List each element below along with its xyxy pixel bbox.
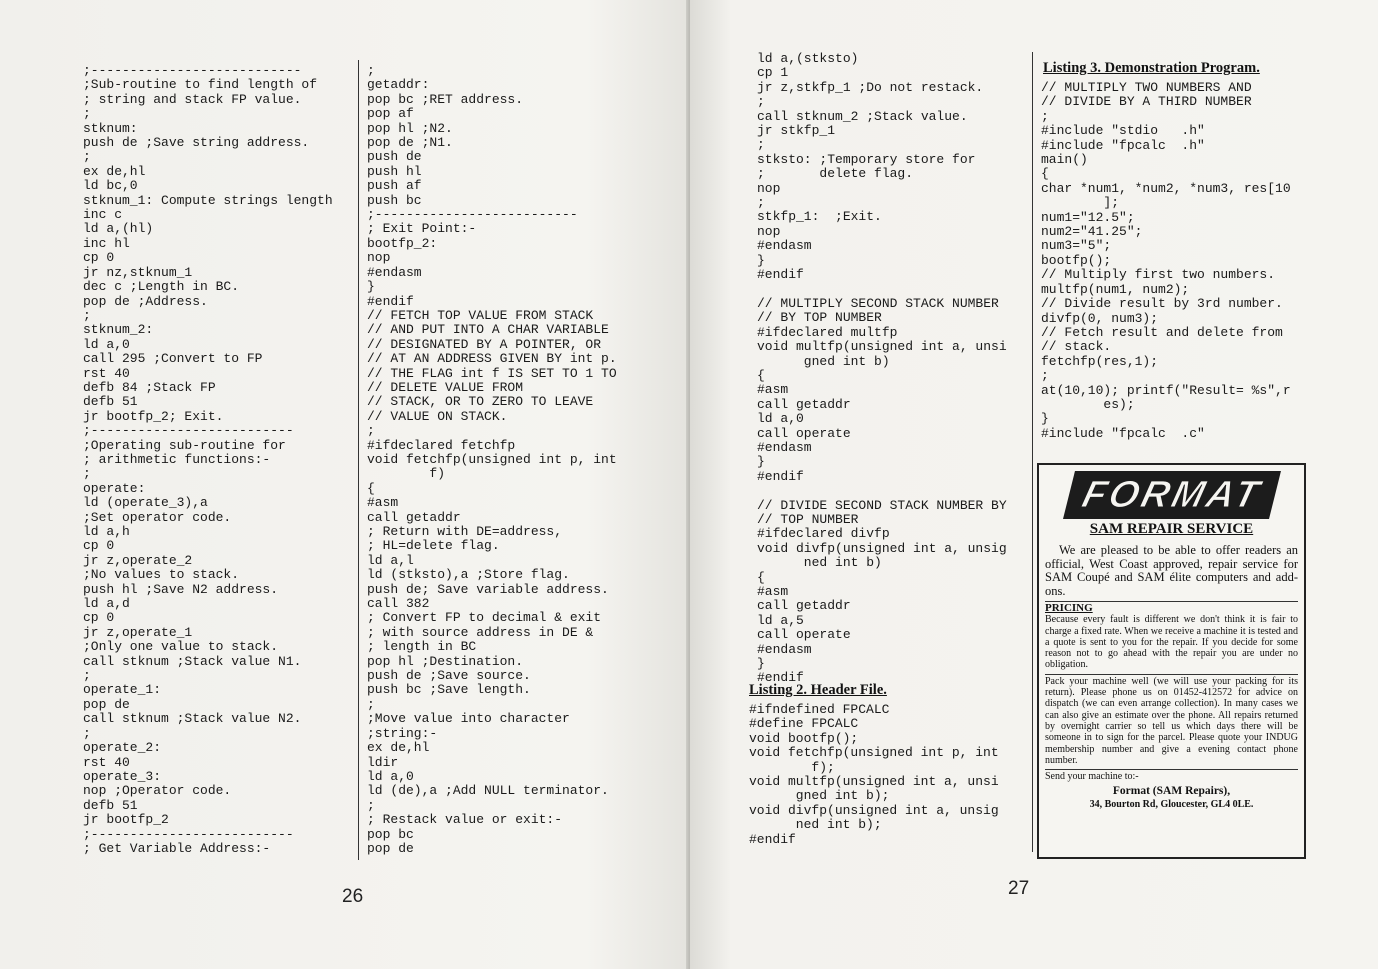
code-line: defb 84 ;Stack FP: [83, 379, 216, 395]
send-label: Send your machine to:-: [1045, 771, 1139, 783]
code-line: call 295 ;Convert to FP: [83, 351, 263, 367]
code-line: cp 0: [83, 538, 115, 554]
page-number-left: 26: [342, 886, 364, 907]
code-line: main(): [1041, 152, 1088, 168]
code-line: #endif: [757, 468, 804, 484]
code-line: ;: [367, 696, 375, 712]
code-line: divfp(0, num3);: [1041, 310, 1159, 326]
code-line: call getaddr: [367, 509, 461, 525]
code-line: ;--------------------------: [83, 423, 294, 439]
code-line: push de; Save variable address.: [367, 581, 609, 597]
code-line: rst 40: [83, 754, 130, 770]
code-line: ; length in BC: [367, 639, 477, 655]
code-line: // DIVIDE BY A THIRD NUMBER: [1041, 94, 1252, 110]
code-line: stknum:: [83, 120, 138, 136]
pricing-text: Because every fault is different we don't think it is fair to charge a fixed rate. When we receive a machine it is tested and a quote is sent to you for the repair. If you decide for some reason not to go ahead with the repair you are under no obligation.: [1045, 614, 1298, 671]
format-logo: [1063, 471, 1281, 519]
code-line: operate_2:: [83, 740, 162, 756]
code-line: multfp(num1, num2);: [1041, 281, 1190, 297]
code-line: ld a,0: [367, 768, 414, 784]
code-line: at(10,10); printf("Result= %s",r: [1041, 382, 1291, 398]
address-line: 34, Bourton Rd, Gloucester, GL4 0LE.: [1089, 798, 1254, 810]
listing-2-heading: Listing 2. Header File.: [749, 682, 887, 698]
code-line: #endasm: [367, 264, 422, 280]
code-line: ;: [83, 307, 91, 323]
code-line: ;: [1041, 368, 1049, 384]
code-line: push bc: [367, 192, 422, 208]
code-line: ld a,d: [83, 596, 130, 612]
code-line: ;string:-: [367, 725, 438, 741]
code-line: rst 40: [83, 365, 130, 381]
pricing-section: [1045, 601, 1298, 671]
code-line: char *num1, *num2, *num3, res[10: [1041, 180, 1291, 196]
code-line: ;--------------------------: [83, 826, 294, 842]
address-name: Format (SAM Repairs),: [1112, 785, 1231, 798]
code-line: ;: [757, 195, 765, 211]
service-title: SAM REPAIR SERVICE: [1089, 521, 1254, 537]
code-line: // THE FLAG int f IS SET TO 1 TO: [367, 365, 617, 381]
code-line: #endasm: [757, 641, 812, 657]
code-line: call operate: [757, 627, 851, 643]
code-line: // DIVIDE SECOND STACK NUMBER BY: [757, 497, 1007, 513]
code-line: pop bc: [367, 826, 414, 842]
code-line: ld (de),a ;Add NULL terminator.: [367, 783, 609, 799]
code-line: ;: [83, 466, 91, 482]
code-line: ld a,(stksto): [757, 51, 859, 66]
code-line: // TOP NUMBER: [757, 512, 859, 527]
code-line: // STACK, OR TO ZERO TO LEAVE: [367, 394, 594, 410]
code-line: call getaddr: [757, 396, 851, 412]
code-line: ;: [83, 106, 91, 122]
code-line: // BY TOP NUMBER: [757, 310, 882, 326]
code-line: ; Convert FP to decimal & exit: [367, 610, 602, 626]
format-logo-text: FORMAT: [1077, 473, 1266, 516]
code-line: push bc ;Save length.: [367, 682, 531, 698]
code-line: // DELETE VALUE FROM: [367, 379, 524, 395]
code-line: [757, 484, 1007, 498]
code-line: // Fetch result and delete from: [1041, 324, 1283, 340]
code-line: ld bc,0: [83, 178, 138, 194]
code-line: operate_3:: [83, 768, 162, 784]
code-line: #define FPCALC: [749, 716, 859, 732]
code-line: pop de ;Address.: [83, 293, 208, 309]
code-line: ld a,5: [757, 612, 804, 628]
code-line: pop de: [367, 840, 414, 856]
code-line: fetchfp(res,1);: [1041, 353, 1159, 369]
code-line: // VALUE ON STACK.: [367, 408, 508, 424]
code-line: ld (operate_3),a: [83, 495, 208, 511]
code-line: jr stkfp_1: [757, 123, 836, 139]
code-line: defb 51: [83, 797, 138, 813]
column-divider: [358, 60, 359, 860]
code-line: {: [757, 569, 765, 585]
code-line: pop hl ;Destination.: [367, 653, 524, 669]
code-line: // Divide result by 3rd number.: [1041, 296, 1283, 312]
code-line: call stknum_2 ;Stack value.: [757, 108, 968, 124]
code-line: {: [757, 367, 765, 383]
code-line: void multfp(unsigned int a, unsi: [757, 339, 1007, 355]
code-line: ;Operating sub-routine for: [83, 437, 286, 453]
code-line: cp 1: [757, 65, 789, 81]
code-line: #ifdeclared multfp: [757, 324, 898, 340]
code-line: ; Exit Point:-: [367, 221, 477, 237]
code-line: nop ;Operator code.: [83, 783, 232, 799]
code-line: ;: [757, 137, 765, 153]
code-line: f): [367, 466, 446, 482]
code-line: nop: [367, 250, 391, 266]
code-line: es);: [1041, 396, 1135, 412]
code-line: // FETCH TOP VALUE FROM STACK: [367, 307, 594, 323]
code-line: // MULTIPLY SECOND STACK NUMBER: [757, 295, 999, 311]
code-line: #endif: [757, 267, 804, 283]
code-line: // DESIGNATED BY A POINTER, OR: [367, 336, 602, 352]
code-line: }: [367, 279, 375, 295]
code-line: void fetchfp(unsigned int p, int: [367, 451, 617, 467]
code-line: // AT AN ADDRESS GIVEN BY int p.: [367, 351, 617, 367]
code-line: #asm: [757, 584, 789, 600]
code-line: #ifdeclared divfp: [757, 526, 890, 542]
code-line: }: [757, 454, 765, 470]
code-line: call operate: [757, 425, 851, 441]
code-line: push de: [367, 149, 422, 165]
code-line: }: [1041, 411, 1049, 427]
code-line: #include "fpcalc .h": [1041, 137, 1205, 153]
code-line: ;Only one value to stack.: [83, 639, 279, 655]
code-line: #ifndefined FPCALC: [749, 702, 890, 717]
code-line: #ifdeclared fetchfp: [367, 437, 516, 453]
code-line: ldir: [367, 754, 399, 770]
code-line: // stack.: [1041, 339, 1112, 355]
code-line: f);: [749, 759, 835, 775]
repair-service-advert: [1037, 463, 1306, 859]
code-line: getaddr:: [367, 77, 430, 93]
code-line: ;: [83, 149, 91, 165]
code-line: }: [757, 252, 765, 268]
code-line: #include "fpcalc .c": [1041, 425, 1205, 441]
code-line: ;: [367, 423, 375, 439]
code-line: void divfp(unsigned int a, unsig: [749, 802, 999, 818]
packing-section: [1045, 674, 1298, 766]
code-line: void divfp(unsigned int a, unsig: [757, 540, 1007, 556]
code-line: call 382: [367, 596, 430, 612]
code-line: jr z,stkfp_1 ;Do not restack.: [757, 79, 984, 95]
code-line: push de ;Save string address.: [83, 135, 310, 151]
code-line: gned int b);: [749, 788, 890, 804]
code-line: #endif: [757, 670, 804, 686]
code-line: call getaddr: [757, 598, 851, 614]
code-line: pop de ;N1.: [367, 135, 453, 151]
code-line: ; string and stack FP value.: [83, 91, 302, 107]
code-column-right-1b: [749, 703, 999, 847]
code-line: ;Set operator code.: [83, 509, 232, 525]
code-line: gned int b): [757, 353, 890, 369]
code-line: operate_1:: [83, 682, 162, 698]
code-line: num3="5";: [1041, 238, 1112, 254]
code-line: ld a,0: [83, 336, 130, 352]
code-line: ;: [367, 63, 375, 78]
code-line: push hl ;Save N2 address.: [83, 581, 279, 597]
advert-intro: We are pleased to be able to offer readers an official, West Coast approved, repair service for SAM Coupé and SAM élite computers and add-ons.: [1045, 543, 1298, 598]
code-line: #endif: [367, 293, 414, 309]
code-column-left-1: [83, 64, 333, 856]
code-line: ; Return with DE=address,: [367, 524, 563, 539]
code-line: {: [367, 480, 375, 496]
code-line: inc c: [83, 207, 123, 223]
packing-text: Pack your machine well (we will use your packing for its return). Please phone us on 01452-412572 for advice on dispatch (we can even arrange collection). In many cases we can also give an estimate over the phone. All repairs returned by overnight carrier so tell us which days there will be someone in to sign for the parcel. Please quote your INDUG membership number and give a evening contact phone number.: [1045, 675, 1298, 766]
code-line: ; arithmetic functions:-: [83, 451, 271, 467]
pricing-label: PRICING: [1045, 602, 1093, 614]
code-line: [757, 283, 1007, 297]
code-line: jr bootfp_2; Exit.: [83, 408, 224, 424]
code-line: #include "stdio .h": [1041, 123, 1205, 139]
code-line: call stknum ;Stack value N1.: [83, 653, 302, 669]
code-line: pop bc ;RET address.: [367, 91, 524, 107]
code-line: ];: [1041, 195, 1120, 211]
code-line: #asm: [367, 495, 399, 511]
code-line: dec c ;Length in BC.: [83, 279, 240, 295]
code-line: void bootfp();: [749, 730, 859, 746]
code-line: ;: [83, 725, 91, 741]
code-line: ld a,h: [83, 524, 130, 539]
code-line: jr z,operate_1: [83, 624, 193, 640]
code-line: // Multiply first two numbers.: [1041, 267, 1276, 283]
code-line: }: [757, 656, 765, 672]
code-line: ;No values to stack.: [83, 567, 240, 583]
page-number-right: 27: [1008, 878, 1030, 899]
code-line: ;--------------------------: [367, 207, 578, 223]
code-line: #endasm: [757, 439, 812, 455]
code-line: push de ;Save source.: [367, 668, 531, 684]
code-line: nop: [757, 180, 781, 196]
code-line: pop af: [367, 106, 414, 122]
code-line: bootfp_2:: [367, 235, 438, 251]
code-line: ;Move value into character: [367, 711, 570, 727]
code-line: // MULTIPLY TWO NUMBERS AND: [1041, 80, 1252, 95]
code-line: stknum_1: Compute strings length: [83, 192, 333, 208]
code-line: pop de: [83, 696, 130, 712]
code-line: jr nz,stknum_1: [83, 264, 193, 280]
code-line: jr z,operate_2: [83, 552, 193, 568]
code-line: ned int b);: [749, 817, 882, 833]
code-line: operate:: [83, 480, 146, 496]
code-line: void fetchfp(unsigned int p, int: [749, 745, 999, 761]
code-line: cp 0: [83, 250, 115, 266]
code-line: cp 0: [83, 610, 115, 626]
code-column-left-2: [367, 64, 617, 856]
code-line: inc hl: [83, 235, 130, 251]
code-line: push af: [367, 178, 422, 194]
code-line: stksto: ;Temporary store for: [757, 151, 976, 167]
code-line: defb 51: [83, 394, 138, 410]
code-column-right-1a: [757, 52, 1007, 686]
code-line: #endasm: [757, 238, 812, 254]
listing-3-heading: Listing 3. Demonstration Program.: [1043, 60, 1260, 76]
code-line: ld a,0: [757, 411, 804, 427]
code-line: num1="12.5";: [1041, 209, 1135, 225]
code-line: ; with source address in DE &: [367, 624, 594, 640]
code-line: // AND PUT INTO A CHAR VARIABLE: [367, 322, 609, 338]
code-line: ; delete flag.: [757, 166, 914, 182]
code-line: ; HL=delete flag.: [367, 538, 500, 554]
code-line: ;---------------------------: [83, 63, 302, 78]
code-line: call stknum ;Stack value N2.: [83, 711, 302, 727]
code-column-right-2: [1041, 81, 1291, 441]
code-line: push hl: [367, 163, 422, 179]
code-line: #endif: [749, 831, 796, 847]
code-line: #asm: [757, 382, 789, 398]
code-line: ;: [367, 797, 375, 813]
code-line: ex de,hl: [83, 163, 146, 179]
code-line: num2="41.25";: [1041, 224, 1143, 240]
send-section: [1045, 769, 1298, 810]
code-line: ld a,l: [367, 552, 414, 568]
code-line: nop: [757, 223, 781, 239]
code-line: void multfp(unsigned int a, unsi: [749, 774, 999, 790]
code-line: ; Get Variable Address:-: [83, 840, 271, 856]
code-line: pop hl ;N2.: [367, 120, 453, 136]
code-line: stknum_2:: [83, 322, 154, 338]
code-line: ;: [1041, 108, 1049, 124]
code-line: bootfp();: [1041, 252, 1112, 268]
code-line: ned int b): [757, 555, 882, 571]
code-line: ; Restack value or exit:-: [367, 812, 563, 828]
column-divider-right: [1032, 52, 1033, 852]
code-line: ld (stksto),a ;Store flag.: [367, 567, 570, 583]
code-line: ;: [757, 94, 765, 110]
code-line: ;Sub-routine to find length of: [83, 77, 318, 93]
code-line: ex de,hl: [367, 740, 430, 756]
code-line: stkfp_1: ;Exit.: [757, 209, 882, 225]
code-line: jr bootfp_2: [83, 812, 169, 828]
code-line: ;: [83, 668, 91, 684]
code-line: ld a,(hl): [83, 221, 154, 237]
code-line: {: [1041, 166, 1049, 182]
